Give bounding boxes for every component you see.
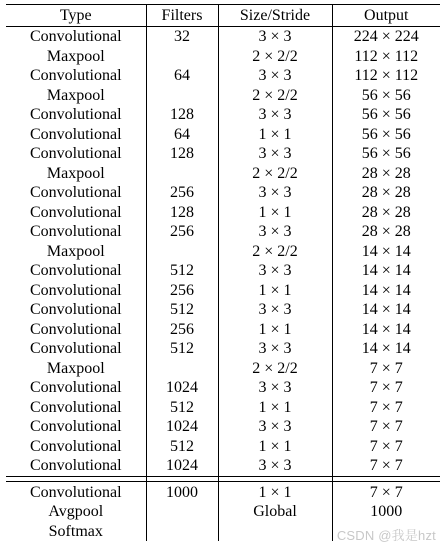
cell-size-stride: 1 × 1 <box>218 437 332 457</box>
cell-size-stride: 3 × 3 <box>218 144 332 164</box>
cell-size-stride: 3 × 3 <box>218 27 332 47</box>
table-row <box>6 300 440 320</box>
cell-output: 28 × 28 <box>332 203 440 223</box>
cell-size-stride: 3 × 3 <box>218 417 332 437</box>
cell-filters <box>146 522 218 542</box>
cell-filters: 256 <box>146 222 218 242</box>
cell-output: 28 × 28 <box>332 183 440 203</box>
cell-type: Convolutional <box>29 223 122 240</box>
cell-type: Convolutional <box>29 437 122 455</box>
cell-output: 7 × 7 <box>332 359 440 379</box>
cell-output: 56 × 56 <box>332 86 440 106</box>
cell-size-stride <box>218 522 332 542</box>
cell-output: 7 × 7 <box>332 398 440 418</box>
cell-type: Softmax <box>48 522 103 540</box>
cell-filters <box>146 502 218 522</box>
cell-filters: 1024 <box>146 456 218 476</box>
table-row <box>6 481 440 502</box>
cell-output: 14 × 14 <box>332 242 440 262</box>
cell-output: 112 × 112 <box>332 66 440 86</box>
table-row <box>6 261 440 281</box>
table-row <box>6 456 440 476</box>
cell-size-stride: 2 × 2/2 <box>218 242 332 262</box>
cell-output: 7 × 7 <box>332 378 440 398</box>
table-row <box>6 125 440 145</box>
cell-filters: 128 <box>146 105 218 125</box>
table-row <box>6 320 440 340</box>
cell-filters: 1000 <box>146 481 218 502</box>
cell-filters: 512 <box>146 261 218 281</box>
cell-filters: 32 <box>146 27 218 47</box>
cell-type: Convolutional <box>29 483 122 501</box>
cell-type: Convolutional <box>29 457 122 474</box>
cell-filters <box>146 359 218 379</box>
table-row <box>6 105 440 125</box>
cell-size-stride: 3 × 3 <box>218 183 332 203</box>
cell-output: 7 × 7 <box>332 456 440 476</box>
cell-filters: 256 <box>146 281 218 301</box>
cell-output: 28 × 28 <box>332 164 440 184</box>
cell-type: Convolutional <box>29 340 122 357</box>
cell-filters <box>146 86 218 106</box>
cell-type: Maxpool <box>46 164 105 182</box>
cell-type: Maxpool <box>46 86 105 104</box>
table-row <box>6 222 440 242</box>
cell-type: Convolutional <box>29 301 122 318</box>
cell-filters: 1024 <box>146 378 218 398</box>
cell-size-stride: 3 × 3 <box>218 105 332 125</box>
cell-output: 7 × 7 <box>332 437 440 457</box>
architecture-table-container <box>6 4 440 541</box>
table-row <box>6 339 440 359</box>
header-size-stride: Size/Stride <box>218 5 332 27</box>
cell-size-stride: 1 × 1 <box>218 398 332 418</box>
cell-size-stride: Global <box>218 502 332 522</box>
cell-filters: 512 <box>146 339 218 359</box>
cell-output: 14 × 14 <box>332 300 440 320</box>
cell-size-stride: 3 × 3 <box>218 378 332 398</box>
cell-output: 14 × 14 <box>332 339 440 359</box>
cell-filters: 64 <box>146 125 218 145</box>
cell-type: Convolutional <box>29 67 122 84</box>
table-row <box>6 437 440 457</box>
header-output: Output <box>332 5 440 27</box>
cell-type: Convolutional <box>29 320 122 338</box>
cell-output: 56 × 56 <box>332 125 440 145</box>
cell-size-stride: 1 × 1 <box>218 125 332 145</box>
table-row <box>6 164 440 184</box>
table-body <box>6 27 440 542</box>
table-row <box>6 144 440 164</box>
cell-output: 14 × 14 <box>332 320 440 340</box>
table-row <box>6 502 440 522</box>
cell-size-stride: 3 × 3 <box>218 456 332 476</box>
table-row <box>6 281 440 301</box>
table-row <box>6 203 440 223</box>
cell-filters: 512 <box>146 437 218 457</box>
cell-output: 224 × 224 <box>332 27 440 47</box>
table-header-row <box>6 5 440 27</box>
cell-size-stride: 3 × 3 <box>218 222 332 242</box>
table-row <box>6 27 440 47</box>
cell-type: Convolutional <box>29 379 122 396</box>
cell-filters <box>146 47 218 67</box>
cell-filters: 64 <box>146 66 218 86</box>
cell-type: Convolutional <box>29 28 122 45</box>
cell-output: 112 × 112 <box>332 47 440 67</box>
cell-filters <box>146 242 218 262</box>
cell-output: 7 × 7 <box>332 417 440 437</box>
cell-size-stride: 2 × 2/2 <box>218 86 332 106</box>
cell-output: 14 × 14 <box>332 261 440 281</box>
cell-type: Convolutional <box>29 184 122 201</box>
cell-size-stride: 3 × 3 <box>218 339 332 359</box>
cell-type: Convolutional <box>29 106 122 123</box>
cell-output: 1000 <box>332 502 440 522</box>
cell-output: 56 × 56 <box>332 105 440 125</box>
cell-filters: 1024 <box>146 417 218 437</box>
cell-type: Convolutional <box>29 262 122 279</box>
cell-type: Convolutional <box>29 418 122 435</box>
watermark-text: CSDN @我是hzt <box>336 528 436 543</box>
table-row <box>6 242 440 262</box>
table-row <box>6 47 440 67</box>
table-row <box>6 183 440 203</box>
table-row <box>6 378 440 398</box>
table-row <box>6 398 440 418</box>
cell-size-stride: 1 × 1 <box>218 281 332 301</box>
cell-filters: 128 <box>146 144 218 164</box>
cell-size-stride: 1 × 1 <box>218 320 332 340</box>
cell-size-stride: 1 × 1 <box>218 481 332 502</box>
cell-filters: 256 <box>146 320 218 340</box>
table-row <box>6 417 440 437</box>
table-row <box>6 66 440 86</box>
cell-output: 56 × 56 <box>332 144 440 164</box>
cell-type: Convolutional <box>29 398 122 416</box>
cell-size-stride: 2 × 2/2 <box>218 47 332 67</box>
header-type: Type <box>6 5 146 27</box>
cell-size-stride: 3 × 3 <box>218 66 332 86</box>
cell-filters: 256 <box>146 183 218 203</box>
cell-filters <box>146 164 218 184</box>
cell-type: Maxpool <box>46 47 105 65</box>
cell-filters: 512 <box>146 300 218 320</box>
cell-output: 28 × 28 <box>332 222 440 242</box>
table-row <box>6 359 440 379</box>
cell-size-stride: 1 × 1 <box>218 203 332 223</box>
cell-size-stride: 3 × 3 <box>218 300 332 320</box>
table-row <box>6 86 440 106</box>
cell-filters: 512 <box>146 398 218 418</box>
cell-type: Convolutional <box>29 125 122 143</box>
cell-output: 7 × 7 <box>332 481 440 502</box>
cell-type: Maxpool <box>46 242 105 260</box>
cell-type: Convolutional <box>29 203 122 221</box>
architecture-table <box>6 4 440 541</box>
cell-size-stride: 3 × 3 <box>218 261 332 281</box>
cell-type: Convolutional <box>29 281 122 299</box>
cell-size-stride: 2 × 2/2 <box>218 359 332 379</box>
cell-size-stride: 2 × 2/2 <box>218 164 332 184</box>
cell-filters: 128 <box>146 203 218 223</box>
cell-type: Maxpool <box>46 359 105 377</box>
cell-type: Convolutional <box>29 145 122 162</box>
cell-output: 14 × 14 <box>332 281 440 301</box>
cell-type: Avgpool <box>48 503 104 520</box>
header-filters: Filters <box>146 5 218 27</box>
